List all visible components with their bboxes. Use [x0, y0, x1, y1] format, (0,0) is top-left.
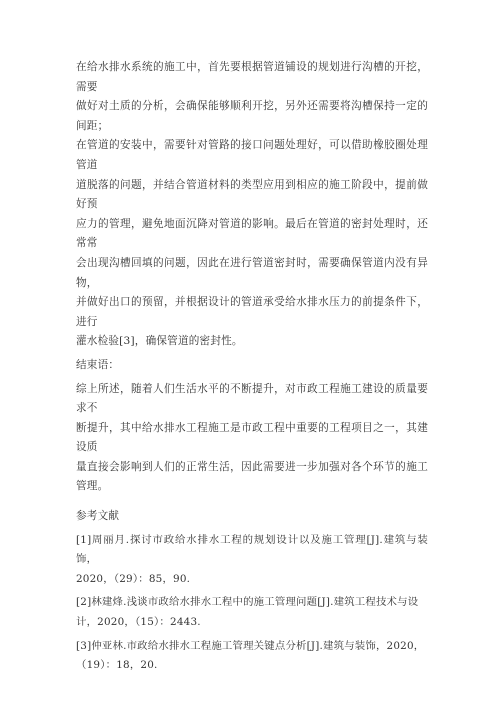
- conclusion-heading: 结束语：: [76, 358, 120, 371]
- paragraph-line: 在给水排水系统的施工中，首先要根据管道铺设的规划进行沟槽的开挖，需要: [76, 61, 428, 93]
- body-paragraph: [76, 58, 428, 352]
- reference-line: 2020，（29）：85，90.: [76, 572, 191, 585]
- reference-line: [1]周丽月.探讨市政给水排水工程的规划设计以及施工管理[J].建筑与装饰，: [76, 533, 428, 566]
- paragraph-line: 在管道的安装中，需要针对管路的接口问题处理好，可以借助橡胶圈处理管道: [76, 139, 428, 171]
- paragraph-line: 并做好出口的预留，并根据设计的管道承受给水排水压力的前提条件下，进行: [76, 296, 428, 328]
- paragraph-line: 灌水检验[3]，确保管道的密封性。: [76, 335, 243, 348]
- reference-line: 计，2020，（15）：2443.: [76, 616, 201, 629]
- document-body: [76, 58, 428, 676]
- paragraph-line: 应力的管理，避免地面沉降对管道的影响。最后在管道的密封处理时，还常常: [76, 217, 428, 250]
- paragraph-line: 做好对土质的分析，会确保能够顺利开挖，另外还需要将沟槽保持一定的间距；: [76, 100, 428, 132]
- reference-item: [76, 531, 428, 590]
- paragraph-line: 道脱落的问题，并结合管道材料的类型应用到相应的施工阶段中，提前做好预: [76, 178, 428, 211]
- paragraph-line: 量直接会影响到人们的正常生活，因此需要进一步加强对各个环节的施工管理。: [76, 460, 428, 493]
- paragraph-line: 综上所述，随着人们生活水平的不断提升，对市政工程施工建设的质量要求不: [76, 382, 428, 415]
- paragraph-line: 断提升，其中给水排水工程施工是市政工程中重要的工程项目之一，其建设质: [76, 421, 428, 454]
- reference-line: （19）：18，20.: [76, 659, 158, 672]
- reference-item: [76, 593, 428, 632]
- references-heading: 参考文献: [76, 510, 120, 523]
- reference-line: [3]仲亚林.市政给水排水工程施工管理关键点分析[J].建筑与装饰，2020，: [76, 639, 425, 652]
- reference-list: [76, 531, 428, 676]
- reference-line: [2]林建烽.浅谈市政给水排水工程中的施工管理问题[J].建筑工程技术与设: [76, 596, 419, 609]
- conclusion-paragraph: [76, 380, 428, 498]
- paragraph-line: 会出现沟槽回填的问题，因此在进行管道密封时，需要确保管道内没有异物，: [76, 256, 428, 289]
- reference-item: [76, 637, 428, 676]
